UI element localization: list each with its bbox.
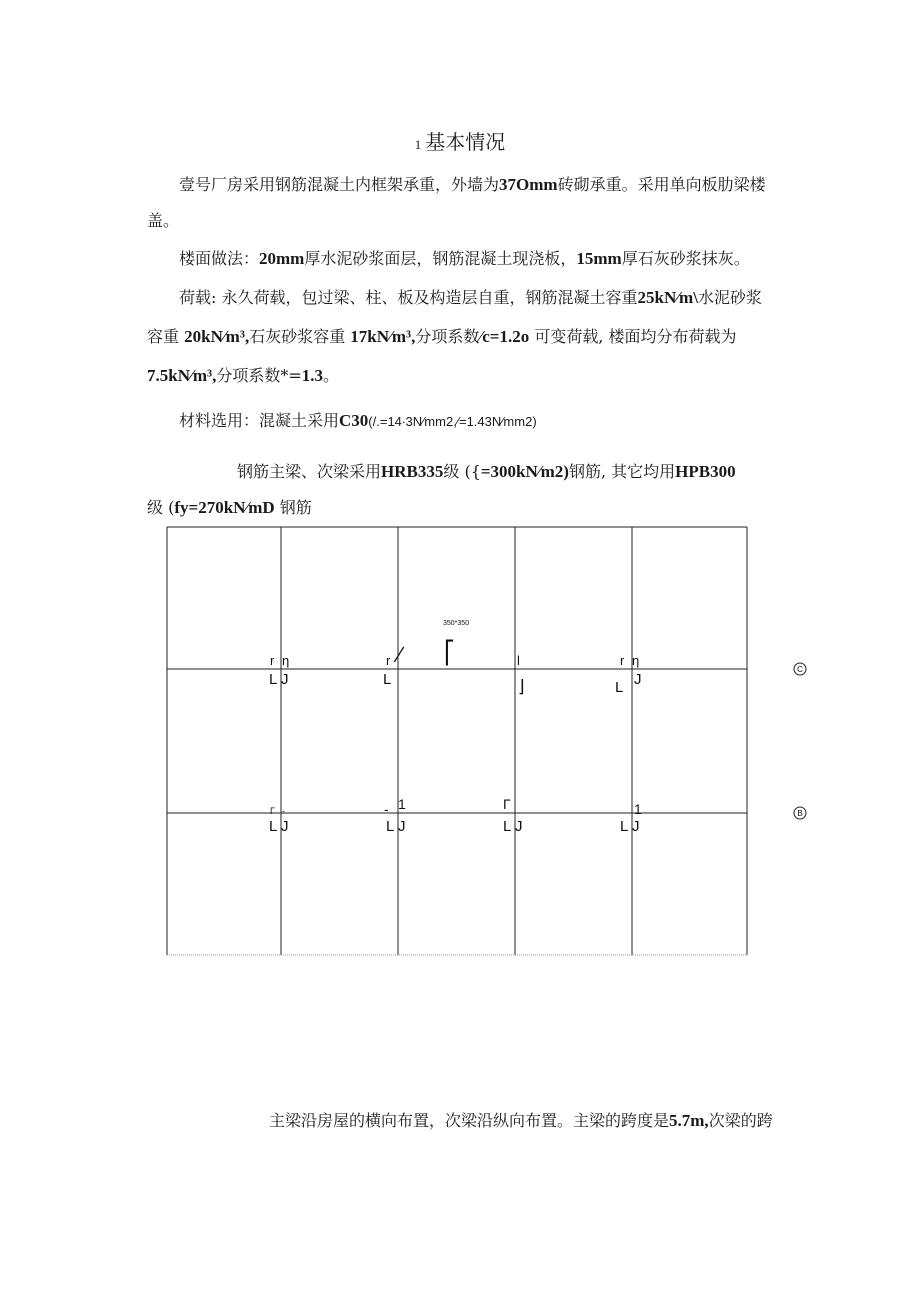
para5-text-d: 级 (: [147, 498, 175, 517]
col-c4-bottom: ⌋: [518, 677, 525, 696]
col-c1-bottom: L: [269, 671, 278, 688]
para5-text-c: 钢筋, 其它均用: [568, 462, 676, 481]
col-c3-top: ⎡: [444, 640, 455, 665]
col-b1-top2: -: [282, 806, 285, 816]
col-b2-top: -: [384, 801, 389, 817]
col-b1-bottom: L: [269, 818, 278, 835]
col-b3-bottom2: J: [515, 818, 523, 835]
mortar-density: 20kN∕m³,: [184, 327, 250, 346]
para6-text-a: 主梁沿房屋的横向布置，次梁沿纵向布置。主梁的跨度是: [269, 1111, 670, 1130]
col-b4-bottom: L: [620, 818, 629, 835]
col-c5-bottom2: J: [634, 671, 642, 688]
col-c1-top: r: [270, 653, 275, 668]
screed-thickness: 20mm: [259, 249, 305, 268]
col-b4-top: 1: [634, 801, 642, 817]
para4-text-a: 材料选用：混凝土采用: [179, 411, 340, 430]
para3-text-h: 。: [323, 366, 340, 385]
col-b1-top: Γ: [270, 806, 275, 816]
axis-label-c: [794, 663, 806, 675]
col-b2-top2: 1: [398, 796, 406, 812]
main-steel-grade: HRB335: [381, 462, 444, 481]
para2-text-b: 厚水泥砂浆面层，钢筋混凝土现浇板，: [304, 249, 577, 268]
col-c1-bottom2: J: [281, 671, 289, 688]
para3-text-d: 石灰砂浆容重: [249, 327, 346, 346]
para5-text-e: 钢筋: [279, 498, 312, 517]
col-c2-bottom: L: [383, 671, 392, 688]
para5-text-a: 钢筋主梁、次梁采用: [237, 462, 382, 481]
column-marks-axis-c: [269, 639, 642, 696]
main-steel-strength: =300kN∕m2): [480, 462, 569, 481]
para3-text-g: 分项系数*=: [216, 366, 302, 385]
column-size-label: 350*350: [443, 620, 470, 627]
section-title: 基本情况: [425, 130, 506, 154]
other-steel-grade: HPB300: [675, 462, 736, 481]
axis-b-text: B: [797, 809, 803, 818]
para3-text-b: 水泥砂浆: [697, 288, 762, 307]
col-b4-bottom2: J: [632, 818, 640, 835]
col-c4-top: l: [517, 653, 520, 668]
col-c2-top: r: [386, 653, 391, 668]
plaster-thickness: 15mm: [576, 249, 622, 268]
column-marks-axis-b: [269, 796, 642, 835]
live-load: 7.5kN∕m³,: [147, 366, 217, 385]
para3-text-f: 可变荷载, 楼面均分布荷载为: [534, 327, 737, 346]
col-c5-top2: η: [632, 653, 640, 668]
para2-text-c: 厚石灰砂浆抹灰。: [621, 249, 750, 268]
dead-load-factor: ∕c=1.2o: [479, 327, 530, 346]
section-number: 1: [414, 137, 422, 152]
wall-thickness: 37Omm: [499, 175, 558, 194]
concrete-strength: (/.=14∙3N∕mm2,∕=1.43N∕mm2): [368, 414, 537, 429]
concrete-density: 25kN∕m\: [637, 288, 698, 307]
para3-text-a: 荷载: 永久荷载，包过梁、柱、板及构造层自重，钢筋混凝土容重: [179, 288, 638, 307]
col-b3-bottom: L: [503, 818, 512, 835]
concrete-grade: C30: [339, 411, 369, 430]
col-b2-bottom: L: [386, 818, 395, 835]
col-b3-top: Γ: [503, 796, 511, 812]
para3-text-c: 容重: [147, 327, 180, 346]
col-b2-bottom2: J: [398, 818, 406, 835]
live-load-factor: 1.3: [301, 366, 323, 385]
para3-text-e: 分项系数: [415, 327, 480, 346]
lime-density: 17kN∕m³,: [350, 327, 416, 346]
col-c2-top2: ∕: [398, 642, 402, 667]
other-steel-strength: fy=270kN∕mD: [174, 498, 275, 517]
col-b1-bottom2: J: [281, 818, 289, 835]
para2-text-a: 楼面做法：: [179, 249, 260, 268]
plan-grid: [167, 527, 747, 955]
para1-text-a: 壹号厂房采用钢筋混凝土内框架承重，外墙为: [179, 175, 500, 194]
col-c5-top: r: [620, 653, 625, 668]
main-beam-span: 5.7m,: [669, 1111, 709, 1130]
para1-text-b: 砖砌承重。采用单向板肋梁楼: [557, 175, 766, 194]
para1-line2: 盖。: [147, 211, 180, 230]
col-c5-bottom: L: [615, 679, 624, 696]
col-c1-top2: η: [282, 653, 290, 668]
para6-text-b: 次梁的跨: [708, 1111, 773, 1130]
axis-label-b: [794, 807, 806, 819]
para5-text-b: 级 ({: [443, 462, 481, 481]
axis-c-text: C: [797, 665, 803, 674]
para6-line: [269, 1112, 773, 1129]
